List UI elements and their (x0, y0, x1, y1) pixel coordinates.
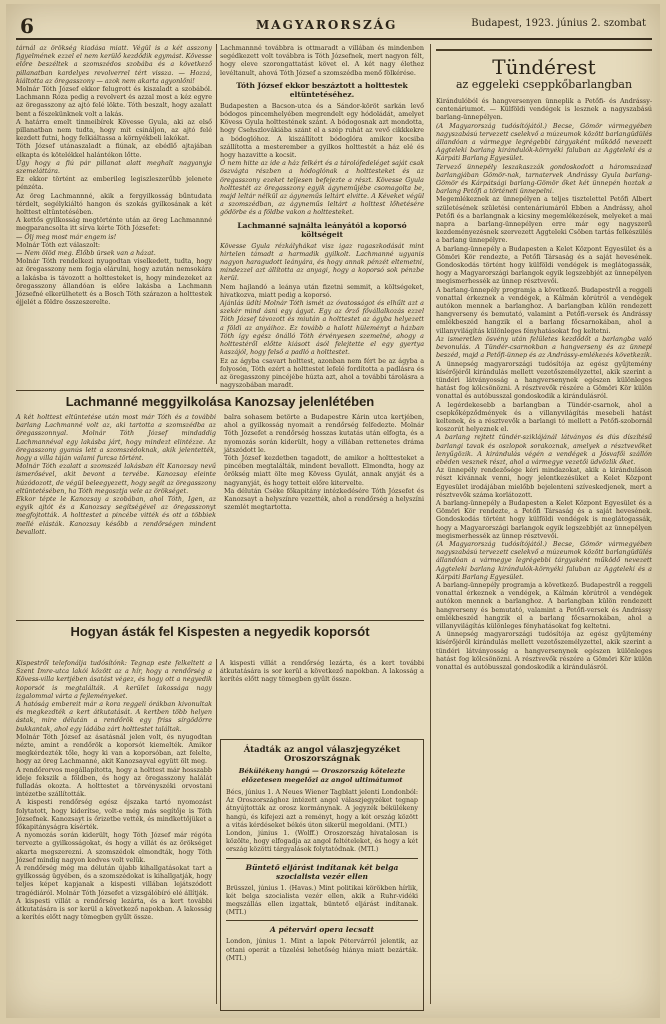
column-3 (436, 44, 652, 1004)
paragraph: A nyomozás során kiderült, hogy Tóth József már régóta tervezte a gyilkosságokat, és hogy a villát és az örökséget akarta megszerezni. A szomszédok elmondták, hogy Tóth József mindig nagyon kedves volt velük. (16, 831, 212, 864)
paragraph: Molnár Tóth ezalatt a szomszéd lakásban élt Kanozsay nevű ismerősével, akit bevont a tervébe. Kanozsay eleinte húzódozott, de végül beleegyezett, hogy segít az öregasszony eltüntetésében, ha Tóth megosztja vele az örökséget. (16, 462, 216, 495)
paragraph: A rendőrség még ma délután újabb kihallgatásokat tart a gyilkosság ügyében, és a szomszédokat is kihallgatják, hogy teljes képet kapjanak a kispesti villában lejátszódott tragédiáról. Molnár Tóth Józsefet a vizsgálóbíró elé állítják. (16, 864, 212, 897)
article-kispest-col2 (220, 659, 424, 729)
article-headline: Hogyan ásták fel Kispesten a negyedik koporsót (70, 624, 370, 639)
paragraph: A kispesti villát a rendőrség lezárta, és a kert további átkutatására is sor kerül a következő napokban. A lakosság a kerítés előtt nagy tömegben gyűlt össze. (16, 896, 212, 922)
column-1 (16, 44, 212, 384)
article-kispest-col1 (16, 659, 212, 1009)
paragraph: A kispesti rendőrség egész éjszaka tartó nyomozást folytatott, hogy kiderítse, volt-e még más segítője is Tóth Józsefnek. Kanozsayt is őrizetbe vették, és mindkettőjüket a főkapitányságra kísérték. (16, 798, 212, 832)
paragraph: A rendőrorvos megállapította, hogy a holttest már hosszabb ideje fekszik a földben, és hogy az öregasszony halálát fulladás okozta. A holttestet a törvényszéki orvostani intézetbe szállították. (16, 765, 212, 799)
paragraph: Molnár Tóth rendelkezi nyugodtan viselkedett, tudta, hogy az öregasszony nem fogja elárulni, hogy azután nemsokára a lakásba is távozott a holttesteket is, hogy mindezeket az öregasszony állandóan is előre lakásba a Lachmann Józsefné elkerülhetett és a Bosch Tóth szárazon a holttestek éjjelét a földre összeszerelte. (16, 257, 212, 307)
paragraph: Kispestről telefonálja tudósítónk: Tegnap este felkeltett a Szent Imre-utca lakói között az a hír, hogy a rendőrség a Kövess-villa kertjében ásatást végez, és hogy ott a negyedik koporsót is megtalálták. A kerület lakossága nagy izgalommal várta a fejleményeket. (16, 659, 212, 700)
paragraph: Ma délután Cséke főkapitány intézkedésére Tóth Józsefet és Kanozsayt a helyszínre vezették, ahol a rendőrség a helyszíni szemlét megtartotta. (224, 486, 424, 512)
paper-name: MAGYARORSZÁG (256, 18, 398, 32)
paragraph: balra sohasem betörte a Budapestre Kárin utca kertjében, ahol a gyilkosság nyomait a rendőrség felfedezte. Molnár Tóth Józsefet a rendőrség hosszas kutatás után elfogta, és a nyomozás során kiderült, hogy a villában rettenetes dráma játszódott le. (224, 413, 424, 454)
paragraph: A ünnepség magyarországi tudósítója az egész gyűjtemény kísérőjéről kirándulás mellett vezetőszemélyzettel, akik szerint a tündéri látványosság a hangversenynek egészen különleges hatást fog kölcsönözni. A résztvevők részére a Gömöri Kör külön vonattal és autóbusszal gondoskodik a kirándulásról. (436, 359, 652, 401)
paragraph: Lachmannné továbbra is ottmaradt a villában és mindenben segédkezett volt továbbra is Tóth Józsefnek, mert nagyon félt, hogy eleve szorongattatást követ el. A két nagy élethez levéltanult, ahová Tóth József a szomszédba menő fölkérése. (220, 44, 424, 77)
paragraph: A határra emelt tinmeibírek Kövesse Gyula, aki az első pillanatban nem tudta, hogy mit csináljon, az ajtó felé kezdett futni, hogy felkiáltassa a környékbeli lakókat. (16, 117, 212, 143)
article-subtitle: az eggeleki cseppkőbarlangban (455, 78, 633, 91)
paragraph: Nem hajlandó a leánya után fizetni semmit, a költségeket, hivatkozva, miatt pedig a koporsó. (220, 282, 424, 299)
paragraph: Úgy hogy a fiú pár pillanat alatt meghalt nagyanyja szemeláttára. (16, 158, 212, 176)
paragraph: A barlang-ünnepély a Budapesten a Kelet Központ Egyesület és a Gömöri Kör rendezte, a Petőfi Társaság és a saját hevesének. Gondoskodás történt hogy külföldi vendégek is meglátogassák, hogy a Magyarországi barlangok egyik legszebbjét az ünnepélyen megismerhessék az ünnep résztvevői. (436, 498, 652, 540)
paragraph: — Ölj meg most már engem is! (16, 232, 117, 241)
paragraph: A barlang-ünnepély programja a következő. Budapestről a reggeli vonattal érkeznek a vendégek, a Kálmán körútról a vendégek autókon mennek a barlanghoz. A barlangban külön rendezett hangverseny és bemutató, valamint a Petőfi-versek és Andrássy emlékbeszéd hangzik el a barlang főcsarnokában, ahol a villanyvilágítás különleges fényhatásokat fog keltetni. (436, 580, 652, 630)
box-heading: Büntető eljárást indítanak két belga szocialista vezér ellen (245, 862, 399, 881)
paragraph: A barlang-ünnepély a Budapesten a Kelet Központ Egyesület és a Gömöri Kör rendezte, a Petőfi Társaság és a saját hevesének. Gondoskodás történt hogy külföldi vendégek is meglátogassák, hogy a Magyarországi barlangok egyik legszebbjét az ünnepélyen megismerhessék az ünnep résztvevői. (436, 244, 652, 286)
divider (16, 620, 424, 621)
paragraph: — Nem ölöd meg. Élőbb ürsek van a házat. (16, 249, 156, 258)
paragraph: tárnál az örökség kiadása miatt. Végül is a két asszony figyelmének ezzel el nem kerülő kezdődik egymást. Kövesse előre beszéltek a szomszédos szobába és a következő pillanatban kardelyes revolverrel tért vissza. — Hozzá, kiáltotta az öregasszony — azok nem akarta agyonlőni! (16, 44, 212, 85)
box-subheading: Békülékeny hangú — Oroszország kötelezte előzetesen megelőzi az angol ultimátumot (238, 767, 406, 784)
paragraph: Ajánlás üdíti Molnár Tóth ismét az óvatosságot és elhűlt azt a szekér mind ásni egy ágyat. Egy az őrző fővállalkozás ezzel Tóth József távozott és miután a holttestet az ágyba helyezett a földi az anyáihoz. Ez tovább a halott hüleményt a házban Tóth így egész önálló Tóth érvényesen szemelné, ahogy a holttestéről előtte kiásott ásól felejtette el egy gyertya kaszájól, hogy felső a padló a holttestet. (220, 299, 424, 357)
paragraph: (A Magyarország tudósítójától.) Becse, Gömör vármegyében nagyszabású tervezett cselekvő a múzeumok között barlangüdülés állandóan a vármegye legrégebbi tárgyaként működő nevezett Aggteleki barlang kirándulók-környéki faluban az Aggteleki és a Kárpáti Barlang Egyesület. (436, 539, 652, 581)
paragraph: Tóth József kezdetben tagadott, de amikor a holttesteket a pincében megtalálták, mindent bevallott. Elmondta, hogy az örökség miatt ölte meg Kövess Gyulát, annak anyját és a nagyanyját, és hogy tetteit előre kitervelte. (224, 454, 424, 487)
paragraph: Megemlékeznek az ünnepélyen a teljes tisztelettel Petőfi Albert születésének születési centenáriumáról Ebben a Andrássy, ahol Petőfi és a barlangnak a kicsiny megemlékezések, melyeket a mai napra a barlang-ünnepélyen erre már egy nagyszerű kezdeményezésnek szervezett Aggteleki Csöben tartás felkészülés a barlang ünnepélyre. (436, 195, 652, 245)
divider (436, 49, 652, 51)
paragraph: Az öreg Lachmannné, akik a fergyilkosság bűntudata térdelt, segélykiáltó hangon és szokás gyilkosának a két holttest eltüntetésében. (16, 191, 212, 217)
paragraph: London, június 1. (Wolff.) Oroszország hivatalosan is közölte, hogy elfogadja az angol feltételeket, és hogy a két ország közötti tárgyalások folytatódnak. (MTI.) (226, 829, 418, 854)
article-headline: Lachmanné meggyilkolása Kanozsay jelenlétében (65, 394, 375, 409)
paragraph: Ekkor tépte le Kanozsay a szobában, ahol Tóth, Igen, az egyik ajtót és a Kanozsay segítségével az öregasszonyt megfojtották. A holttestet a pincébe vitték és ott a többiek mellé elásták. Kanozsay később a rendőrségen mindent bevallott. (16, 495, 216, 536)
paragraph: Kirándulóból és hangversenyen ünneplik a Petőfi- és Andrássy-centenáriumot. — Külföldi vendégek is lesznek a nagyszabású barlang-ünnepélyen. (436, 97, 652, 122)
subheading: Lachmanné sajnálta leányától a koporsó költségeit (237, 220, 407, 239)
masthead (16, 12, 652, 40)
paragraph: Ő nem hitte az ide a ház felkért és a tárolófedeléget saját csak öszvágta részben a hódoglónak a holttesteket és az öregasszony ezeket teljesen befejezte a részt. Kövesse Gyula holttestét az öregasszony egyik ágyneműjébe csomagolta be, majd leltár nélkül az ágyneműs leltárt elvitte. A Kéveket végül a szomszédban, az ágyneműs leltárt a holttest lőhetésére gödörbe és a földbe vakon a holttesteket. (220, 159, 424, 217)
divider (226, 858, 418, 859)
paragraph: (A Magyarország tudósítójától.) Becse, Gömör vármegyében nagyszabású tervezett cselekvő a múzeumok között barlangüdülés állandóan a vármegye legrégebbi tárgyaként működő nevezett Aggteleki barlang kirándulók-környéki faluban az Aggteleki és a Kárpáti Barlang Egyesület. (436, 121, 652, 163)
paragraph: A barlang-ünnepély programja a következő. Budapestről a reggeli vonattal érkeznek a vendégek, a Kálmán körútról a vendégek autókon mennek a barlanghoz. A barlangban külön rendezett hangverseny és bemutató, valamint a Petőfi-versek és Andrássy emlékbeszéd hangzik el a barlang főcsarnokában, ahol a villanyvilágítás különleges fényhatásokat fog keltetni. (436, 285, 652, 335)
paragraph: Tervező ünnepély leszakaszzák gondoskodott a háromszázad barlangjában Gömör-nak, tarnatervek Andrássy Gyula barlang-Gömör és Kárpátsági barlang-Gömör őket két ünnepén hoztak a barlang Petőfi a történeti ünnepelni. (436, 162, 652, 196)
paragraph: Molnár Tóth József ekkor felugrott és kiszaladt a szobából. Lachmann Róza pedig a revolvert és azzal most a kéz egyre az öregasszony az ajtó felé lökte. Tóth beszalt, hogy azalatt bent a fészekünknek volt a lakás. (16, 85, 212, 118)
paragraph: Kövesse Gyula rézkályhákat visz igaz ragaszkodását mint hirtelen támadt a harmadik gyilkolt. Lachmanné ugyanis nagyon haragudott leányára, és hogy annak pénzét eltemetni, mindezzel azt állította az anyagi, hogy a koporsó sok pénzbe kerül. (220, 241, 424, 283)
paragraph: A kettős gyilkosság megtörténte után az öreg Lachmannné megparancsolta itt sírva kérte Tóth Józsefet: (16, 216, 212, 233)
box-heading: A pétervári opera lecsatt (270, 925, 374, 935)
paragraph: Ez az ágyba csavart holttest, azonban nem fért be az ágyba a folyosón, Tóth ezért a holttestet lefelé fordította a padlásra és az öregasszony pincéjébe húzta azt, ahol a további tárolásra a nagyszobában maradt. (220, 356, 424, 390)
box-heading: Átadták az angol válaszjegyzéket Oroszországnak (243, 745, 401, 764)
divider (16, 390, 424, 391)
paragraph: Molnár Tóth ezt válaszolt: (16, 240, 101, 249)
newspaper-page (6, 4, 660, 1018)
paragraph: A kispesti villát a rendőrség lezárta, és a kert további átkutatására is sor kerül a következő napokban. A lakosság a kerítés előtt nagy tömegben gyűlt össze. (220, 659, 424, 684)
column-rule (216, 44, 217, 384)
paragraph: Tóth József utánaszaladt a fiúnak, az ebédlő ajtajában elkapta és kötelékkel halántékon lőtte. (16, 142, 212, 159)
subheading: Tóth József ekkor beszáztott a holttestek eltüntetéséhez. (236, 80, 408, 99)
article-kispest-header (16, 616, 424, 658)
paragraph: Az ünnepély rendezősége kéri mindazokat, akik a kiránduláson részt kívánnak venni, hogy jelentkezésüket a Kelet Központ Egyesület irodájában mielőbb bejelenteni szíveskedjenek, mert a résztvevők száma korlátozott. (436, 466, 652, 499)
article-kanossa (16, 386, 424, 608)
paragraph: Brüsszel, június 1. (Havas.) Mint politikai körökben hírlik, két belga szocialista vezér ellen, akik a Ruhr-vidéki megszállás ellen izgattak, büntető eljárást indítanak. (MTI.) (226, 883, 418, 917)
paragraph: A két holttest eltüntetése után most már Tóth és a további barlang Lachmanné volt az, aki tartotta a szomszédba az öregasszonnyal. Molnár Tóth József mindaddig Lachmannéval egy lakásba járt, hogy mindezt elintézze. Az öregasszony gyanús lett a szomszédoknak, akik jelentették, hogy a villa táján valami furcsa történt. (16, 413, 216, 463)
paragraph: A barlang rejtett tündér-sziklájánál látványos és dús díszítésű barlangi tavak és oszlopok sorakoznak, amelyek a résztvevőket lenyűgözik. A kirándulás végén a vendégek a Jósvafői szállón ebéden vesznek részt, ahol a vármegye vezetői üdvözlik őket. (436, 433, 652, 466)
column-2 (220, 44, 424, 390)
paragraph: Az ismeretlen ösvény után felületes kezdődőt a barlangba való bevonulás. A Tündér-csarnokban a hangverseny és az ünnepi beszéd, majd a Petőfi-ünnep és az Andrássy-emlékezés következik. (436, 334, 652, 360)
paragraph: A ünnepség magyarországi tudósítója az egész gyűjtemény kísérőjéről kirándulás mellett vezetőszemélyzettel, akik szerint a tündéri látványosság a hangversenynek egészen különleges hatást fog kölcsönözni. A résztvevők részére a Gömöri Kör külön vonattal és autóbusszal gondoskodik a kirándulásról. (436, 630, 652, 672)
paragraph: London, június 1. Mint a lapok Pétervárról jelentik, az ottani operát a tüzelési lehetőség hiánya miatt bezárták. (MTI.) (226, 937, 418, 962)
divider (226, 920, 418, 921)
column-rule (430, 44, 431, 1004)
column-rule (216, 659, 217, 1004)
paragraph: A legérdekesebb a barlangban a Tündér-csarnok, ahol a csepkőképződmények és a villanyvilágítás mesebeli hatást keltenek, és a résztvevők a barlangi tó mellett a Petőfi-szobornál koszorút helyeznek el. (436, 400, 652, 434)
paragraph: Ez ekkor történt az emberileg legiszleszerűbb jelenete pénzéta. (16, 175, 212, 192)
paragraph: A hatóság embereit már a kora reggeli órákban kivonultak és megkezdték a kert átkutatását. A kertben több helyen ástak, mire délután a rendőrök egy friss sírgödörre bukkantak, ahol egy ládába zárt holttestet találtak. (16, 700, 212, 733)
news-box (220, 739, 424, 1011)
paragraph: Bécs, június 1. A Neues Wiener Tagblatt jelenti Londonból: Az Oroszországhoz intézett angol válaszjegyzéket tegnap átnyújtották az orosz kormánynak. A jegyzék békülékeny hangú, és kifejezi azt a reményt, hogy a két ország között a vitás kérdéseket békés úton sikerül megoldani. (MTI.) (226, 788, 418, 829)
article-title: Tündérest (492, 55, 596, 79)
paragraph: Budapesten a Bacson-utca és a Sándor-köröt sarkán levő bódogos pincemhelyében megrendelt egy hódoládát, amelyet Kövess Gyula holttestének szánt. A bódogosnak azt mondotta, hogy Csehszlovákiába szánt el a szép ruhát az vevő cikkkekre a bódoglóhoz. A kiszállított bódoglóra amikor kocsiba szállította a mesterember a gyilkos holttestét a ház elé és hogy hazavitte a kocsit. (220, 101, 424, 160)
paragraph: Molnár Tóth József az ásatásnál jelen volt, és nyugodtan nézte, amint a rendőrök a koporsót kiemelték. Amikor megkérdezték tőle, hogy ki van a koporsóban, azt felelte, hogy az öreg Lachmanné, akit Kanozsayval együtt ölt meg. (16, 732, 212, 766)
date-line: Budapest, 1923. június 2. szombat (471, 18, 646, 29)
page-number: 6 (20, 14, 34, 38)
